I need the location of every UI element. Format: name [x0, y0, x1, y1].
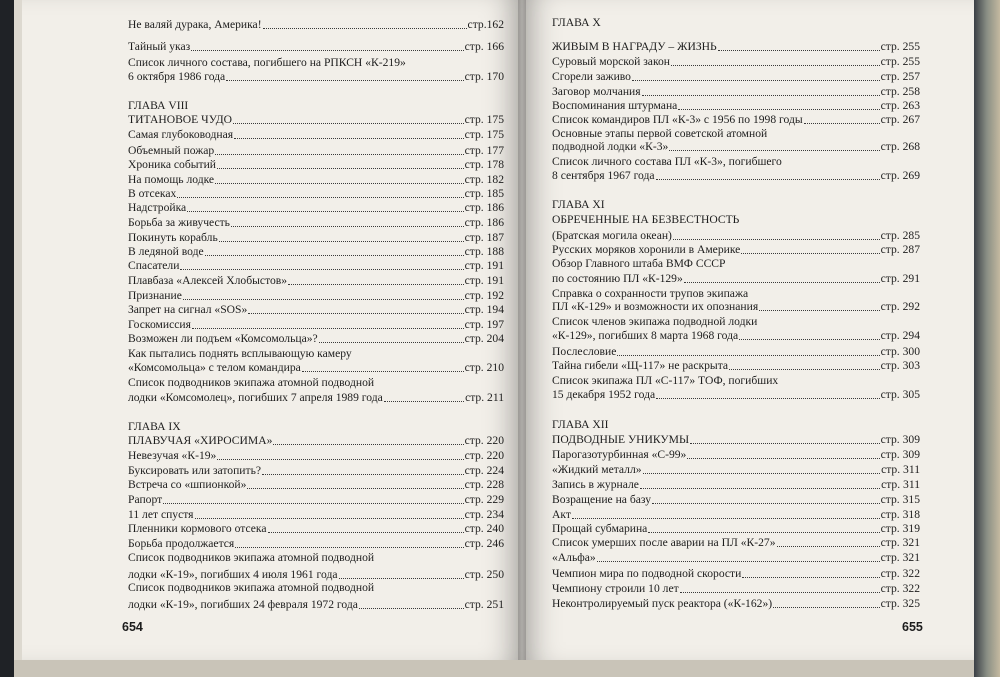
- toc-entry: [128, 537, 504, 551]
- toc-entry: ГЛАВА X: [552, 16, 601, 29]
- dot-leader: [288, 283, 464, 285]
- dot-leader: [597, 560, 880, 562]
- toc-entry: [552, 493, 920, 507]
- toc-entry-title: ПЛ «К-129» и возможности их опознания: [552, 300, 759, 313]
- toc-entry: [552, 508, 920, 522]
- toc-entry-page: стр. 188: [464, 245, 504, 258]
- toc-entry: ОБРЕЧЕННЫЕ НА БЕЗВЕСТНОСТЬ: [552, 213, 740, 226]
- toc-entry-page: стр. 211: [465, 391, 504, 404]
- toc-entry-title: лодки «К-19», погибших 4 июля 1961 года: [128, 568, 338, 581]
- toc-entry: [552, 567, 920, 581]
- dot-leader: [359, 607, 464, 609]
- toc-entry-page: стр. 257: [880, 70, 920, 83]
- dot-leader: [804, 122, 880, 124]
- toc-entry-title: Парогазотурбинная «С-99»: [552, 448, 687, 461]
- toc-entry-title: Буксировать или затопить?: [128, 464, 262, 477]
- toc-entry-title: Покинуть корабль: [128, 231, 218, 244]
- toc-entry: [128, 231, 504, 245]
- toc-entry: [128, 522, 504, 536]
- toc-entry-title: Невезучая «К-19»: [128, 449, 217, 462]
- toc-entry: [128, 201, 504, 215]
- toc-entry: [128, 289, 504, 303]
- dot-leader: [191, 49, 463, 51]
- dot-leader: [759, 309, 880, 311]
- toc-entry: [128, 173, 504, 187]
- toc-entry-title: Признание: [128, 289, 182, 302]
- toc-entry: [552, 113, 920, 127]
- dot-leader: [652, 502, 880, 504]
- toc-entry-page: стр. 185: [464, 187, 504, 200]
- dot-leader: [680, 591, 880, 593]
- toc-entry-page: стр. 291: [880, 272, 920, 285]
- dot-leader: [195, 517, 464, 519]
- toc-entry-page: стр. 294: [880, 329, 920, 342]
- dot-leader: [192, 327, 464, 329]
- toc-entry-title: лодки «Комсомолец», погибших 7 апреля 1989 года: [128, 391, 383, 404]
- toc-entry: [128, 478, 504, 492]
- toc-entry-page: стр. 311: [881, 478, 920, 491]
- toc-entry-title: Тайна гибели «Щ-117» не раскрыта: [552, 359, 729, 372]
- toc-entry-page: стр. 315: [880, 493, 920, 506]
- toc-entry-title: Возращение на базу: [552, 493, 652, 506]
- toc-entry-title: 6 октября 1986 года: [128, 70, 226, 83]
- dot-leader: [671, 64, 880, 66]
- toc-entry-title: 8 сентября 1967 года: [552, 169, 655, 182]
- toc-entry-page: стр. 287: [880, 243, 920, 256]
- toc-entry: [128, 216, 504, 230]
- toc-entry: Обзор Главного штаба ВМФ СССР: [552, 257, 726, 270]
- left-toc: [22, 0, 522, 660]
- toc-entry: [552, 329, 920, 343]
- toc-entry-page: стр. 210: [464, 361, 504, 374]
- toc-entry-page: стр. 309: [880, 448, 920, 461]
- toc-entry-title: Список командиров ПЛ «К-3» с 1956 по 1998 годы: [552, 113, 803, 126]
- toc-entry-page: стр. 228: [464, 478, 504, 491]
- toc-entry-title: В ледяной воде: [128, 245, 204, 258]
- dot-leader: [247, 487, 463, 489]
- background-right: [974, 0, 1000, 677]
- toc-entry: [552, 243, 920, 257]
- toc-entry-page: стр. 268: [880, 140, 920, 153]
- toc-entry-page: стр. 255: [880, 55, 920, 68]
- dot-leader: [617, 354, 879, 356]
- open-book: [14, 0, 974, 677]
- toc-entry: [552, 433, 920, 447]
- book-spine: [518, 0, 526, 660]
- toc-entry: [128, 128, 504, 142]
- toc-entry-title: «Жидкий металл»: [552, 463, 642, 476]
- dot-leader: [684, 281, 880, 283]
- dot-leader: [643, 472, 881, 474]
- toc-entry-page: стр. 220: [464, 434, 504, 447]
- toc-entry: [128, 361, 504, 375]
- toc-entry: [552, 448, 920, 462]
- toc-entry: [552, 55, 920, 69]
- toc-entry: [552, 478, 920, 492]
- dot-leader: [248, 312, 463, 314]
- toc-entry-page: стр. 175: [464, 113, 504, 126]
- dot-leader: [777, 545, 880, 547]
- dot-leader: [177, 196, 463, 198]
- toc-entry-title: (Братская могила океан): [552, 229, 672, 242]
- dot-leader: [319, 341, 464, 343]
- dot-leader: [678, 108, 879, 110]
- toc-entry-page: стр. 166: [464, 40, 504, 53]
- toc-entry: [128, 508, 504, 522]
- toc-entry-title: ТИТАНОВОЕ ЧУДО: [128, 113, 233, 126]
- toc-entry-page: стр. 322: [880, 567, 920, 580]
- toc-entry-page: стр. 187: [464, 231, 504, 244]
- toc-entry-title: Чемпион мира по подводной скорости: [552, 567, 742, 580]
- toc-entry-page: стр. 191: [464, 259, 504, 272]
- toc-entry-title: Список умерших после аварии на ПЛ «К-27»: [552, 536, 776, 549]
- toc-entry-title: Самая глубоководная: [128, 128, 234, 141]
- toc-entry: [128, 158, 504, 172]
- toc-entry: ГЛАВА XI: [552, 198, 605, 211]
- dot-leader: [742, 576, 879, 578]
- toc-entry-page: стр. 292: [880, 300, 920, 313]
- right-page: [522, 0, 974, 660]
- toc-entry-page: стр. 250: [464, 568, 504, 581]
- toc-entry: [128, 493, 504, 507]
- toc-entry-title: Борьба за живучесть: [128, 216, 230, 229]
- toc-entry: [128, 598, 504, 612]
- dot-leader: [729, 368, 880, 370]
- dot-leader: [741, 252, 879, 254]
- toc-entry: [128, 40, 504, 54]
- toc-entry: Список личного состава, погибшего на РПКСН «К-219»: [128, 56, 406, 69]
- toc-entry-page: стр. 309: [880, 433, 920, 446]
- toc-entry-page: стр. 170: [464, 70, 504, 83]
- dot-leader: [673, 238, 880, 240]
- toc-entry-page: стр. 229: [464, 493, 504, 506]
- toc-entry-title: В отсеках: [128, 187, 177, 200]
- toc-entry-page: стр. 175: [464, 128, 504, 141]
- dot-leader: [648, 531, 879, 533]
- toc-entry: [128, 332, 504, 346]
- toc-entry-title: Воспоминания штурмана: [552, 99, 678, 112]
- toc-entry-page: стр.162: [467, 18, 504, 31]
- dot-leader: [183, 298, 464, 300]
- toc-entry: [128, 274, 504, 288]
- dot-leader: [656, 397, 880, 399]
- dot-leader: [268, 531, 464, 533]
- toc-entry: Список подводников экипажа атомной подводной: [128, 376, 375, 389]
- toc-entry-title: Рапорт: [128, 493, 163, 506]
- right-toc: [522, 0, 974, 660]
- toc-entry-title: Пленники кормового отсека: [128, 522, 267, 535]
- toc-entry-page: стр. 311: [881, 463, 920, 476]
- toc-entry-title: ПОДВОДНЫЕ УНИКУМЫ: [552, 433, 690, 446]
- toc-entry: Основные этапы первой советской атомной: [552, 127, 768, 140]
- toc-entry-title: Плавбаза «Алексей Хлобыстов»: [128, 274, 288, 287]
- toc-entry-page: стр. 178: [464, 158, 504, 171]
- toc-entry-title: «Альфа»: [552, 551, 596, 564]
- dot-leader: [233, 122, 464, 124]
- dot-leader: [263, 27, 467, 29]
- toc-entry-title: Послесловие: [552, 345, 617, 358]
- dot-leader: [217, 167, 464, 169]
- toc-entry-title: Суровый морской закон: [552, 55, 670, 68]
- toc-entry: [128, 391, 504, 405]
- toc-entry: [552, 85, 920, 99]
- toc-entry: [128, 434, 504, 448]
- toc-entry-title: На помощь лодке: [128, 173, 215, 186]
- toc-entry-title: 11 лет спустя: [128, 508, 194, 521]
- toc-entry-page: стр. 177: [464, 144, 504, 157]
- toc-entry-page: стр. 197: [464, 318, 504, 331]
- toc-entry-page: стр. 325: [880, 597, 920, 610]
- toc-entry-title: «Комсомольца» с телом командира: [128, 361, 301, 374]
- toc-entry-page: стр. 191: [464, 274, 504, 287]
- toc-entry-title: ПЛАВУЧАЯ «ХИРОСИМА»: [128, 434, 273, 447]
- toc-entry-page: стр. 224: [464, 464, 504, 477]
- toc-entry: [552, 359, 920, 373]
- toc-entry-title: Спасатели: [128, 259, 180, 272]
- toc-entry: [552, 522, 920, 536]
- right-page-number: 655: [902, 620, 923, 634]
- left-page-number: 654: [122, 620, 143, 634]
- toc-entry-title: подводной лодки «К-3»: [552, 140, 669, 153]
- toc-entry-page: стр. 300: [880, 345, 920, 358]
- toc-entry: [128, 70, 504, 84]
- dot-leader: [642, 94, 880, 96]
- toc-entry-title: Русских моряков хоронили в Америке: [552, 243, 741, 256]
- toc-entry: [552, 70, 920, 84]
- dot-leader: [302, 370, 464, 372]
- dot-leader: [205, 254, 464, 256]
- toc-entry-page: стр. 322: [880, 582, 920, 595]
- toc-entry: [552, 229, 920, 243]
- toc-entry-page: стр. 194: [464, 303, 504, 316]
- toc-entry: [128, 568, 504, 582]
- toc-entry-title: лодки «К-19», погибших 24 февраля 1972 года: [128, 598, 358, 611]
- toc-entry: [128, 113, 504, 127]
- toc-entry-title: 15 декабря 1952 года: [552, 388, 656, 401]
- dot-leader: [262, 473, 464, 475]
- toc-entry: [552, 99, 920, 113]
- toc-entry: [552, 551, 920, 565]
- toc-entry: ГЛАВА XII: [552, 418, 609, 431]
- toc-entry-page: стр. 267: [880, 113, 920, 126]
- dot-leader: [640, 487, 880, 489]
- dot-leader: [273, 443, 463, 445]
- toc-entry: [552, 272, 920, 286]
- dot-leader: [739, 338, 880, 340]
- toc-entry: Список подводников экипажа атомной подводной: [128, 551, 375, 564]
- dot-leader: [180, 268, 463, 270]
- toc-entry: [552, 140, 920, 154]
- dot-leader: [219, 240, 464, 242]
- toc-entry-page: стр. 240: [464, 522, 504, 535]
- toc-entry-title: Госкомиссия: [128, 318, 191, 331]
- toc-entry-title: Встреча со «шпионкой»: [128, 478, 247, 491]
- toc-entry-page: стр. 321: [880, 551, 920, 564]
- toc-entry: Как пытались поднять всплывающую камеру: [128, 347, 352, 360]
- toc-entry-title: Возможен ли подъем «Комсомольца»?: [128, 332, 318, 345]
- toc-entry: [552, 536, 920, 550]
- toc-entry-page: стр. 305: [880, 388, 920, 401]
- dot-leader: [632, 79, 880, 81]
- toc-entry: [128, 187, 504, 201]
- toc-entry-title: Надстройка: [128, 201, 187, 214]
- toc-entry-page: стр. 319: [880, 522, 920, 535]
- toc-entry-title: Чемпиону строили 10 лет: [552, 582, 679, 595]
- dot-leader: [226, 79, 463, 81]
- dot-leader: [234, 137, 464, 139]
- toc-entry: [128, 464, 504, 478]
- toc-entry-page: стр. 192: [464, 289, 504, 302]
- toc-entry: [128, 144, 504, 158]
- toc-entry: Справка о сохранности трупов экипажа: [552, 287, 749, 300]
- toc-entry: [128, 318, 504, 332]
- toc-entry-title: Запись в журнале: [552, 478, 639, 491]
- toc-entry: ГЛАВА IX: [128, 420, 181, 433]
- dot-leader: [687, 457, 879, 459]
- book-bottom-edge: [14, 660, 974, 677]
- toc-entry-title: «К-129», погибших 8 марта 1968 года: [552, 329, 739, 342]
- dot-leader: [773, 606, 880, 608]
- dot-leader: [231, 225, 464, 227]
- dot-leader: [215, 153, 463, 155]
- toc-entry: [128, 449, 504, 463]
- toc-entry-title: Прощай субмарина: [552, 522, 648, 535]
- toc-entry-title: Сгорели заживо: [552, 70, 631, 83]
- toc-entry-page: стр. 182: [464, 173, 504, 186]
- toc-entry-page: стр. 234: [464, 508, 504, 521]
- dot-leader: [718, 49, 880, 51]
- toc-entry: [552, 345, 920, 359]
- toc-entry-title: по состоянию ПЛ «К-129»: [552, 272, 683, 285]
- toc-entry: [552, 300, 920, 314]
- dot-leader: [215, 182, 464, 184]
- toc-entry-page: стр. 246: [464, 537, 504, 550]
- left-page: [22, 0, 522, 660]
- dot-leader: [339, 577, 464, 579]
- toc-entry-page: стр. 269: [880, 169, 920, 182]
- toc-entry: [552, 40, 920, 54]
- toc-entry-page: стр. 255: [880, 40, 920, 53]
- toc-entry: [552, 597, 920, 611]
- dot-leader: [690, 442, 880, 444]
- toc-entry: [128, 303, 504, 317]
- toc-entry: [128, 245, 504, 259]
- toc-entry-page: стр. 303: [880, 359, 920, 372]
- toc-entry-title: Хроника событий: [128, 158, 216, 171]
- toc-entry-page: стр. 318: [880, 508, 920, 521]
- dot-leader: [656, 178, 880, 180]
- dot-leader: [217, 458, 463, 460]
- toc-entry: [552, 463, 920, 477]
- toc-entry: Список подводников экипажа атомной подводной: [128, 581, 375, 594]
- dot-leader: [235, 546, 463, 548]
- toc-entry-page: стр. 220: [464, 449, 504, 462]
- toc-entry: ГЛАВА VIII: [128, 99, 189, 112]
- toc-entry-title: Акт: [552, 508, 571, 521]
- toc-entry-page: стр. 263: [880, 99, 920, 112]
- toc-entry-title: Тайный указ: [128, 40, 191, 53]
- toc-entry-title: Борьба продолжается: [128, 537, 235, 550]
- toc-entry: Список членов экипажа подводной лодки: [552, 315, 758, 328]
- toc-entry-title: ЖИВЫМ В НАГРАДУ – ЖИЗНЬ: [552, 40, 717, 53]
- dot-leader: [163, 502, 464, 504]
- toc-entry-page: стр. 186: [464, 201, 504, 214]
- toc-entry: [128, 259, 504, 273]
- toc-entry-page: стр. 186: [464, 216, 504, 229]
- toc-entry: [128, 18, 504, 32]
- toc-entry: [552, 388, 920, 402]
- toc-entry: [552, 582, 920, 596]
- toc-entry-page: стр. 285: [880, 229, 920, 242]
- toc-entry-title: Заговор молчания: [552, 85, 641, 98]
- dot-leader: [669, 149, 879, 151]
- toc-entry-page: стр. 204: [464, 332, 504, 345]
- toc-entry-title: Не валяй дурака, Америка!: [128, 18, 262, 31]
- toc-entry: Список личного состава ПЛ «К-3», погибшего: [552, 155, 782, 168]
- toc-entry-page: стр. 251: [464, 598, 504, 611]
- toc-entry: Список экипажа ПЛ «С-117» ТОФ, погибших: [552, 374, 779, 387]
- toc-entry-title: Неконтролируемый пуск реактора («К-162»): [552, 597, 773, 610]
- toc-entry-page: стр. 321: [880, 536, 920, 549]
- dot-leader: [384, 400, 464, 402]
- toc-entry-title: Объемный пожар: [128, 144, 215, 157]
- dot-leader: [572, 517, 880, 519]
- dot-leader: [187, 210, 463, 212]
- toc-entry-page: стр. 258: [880, 85, 920, 98]
- toc-entry: [552, 169, 920, 183]
- toc-entry-title: Запрет на сигнал «SOS»: [128, 303, 248, 316]
